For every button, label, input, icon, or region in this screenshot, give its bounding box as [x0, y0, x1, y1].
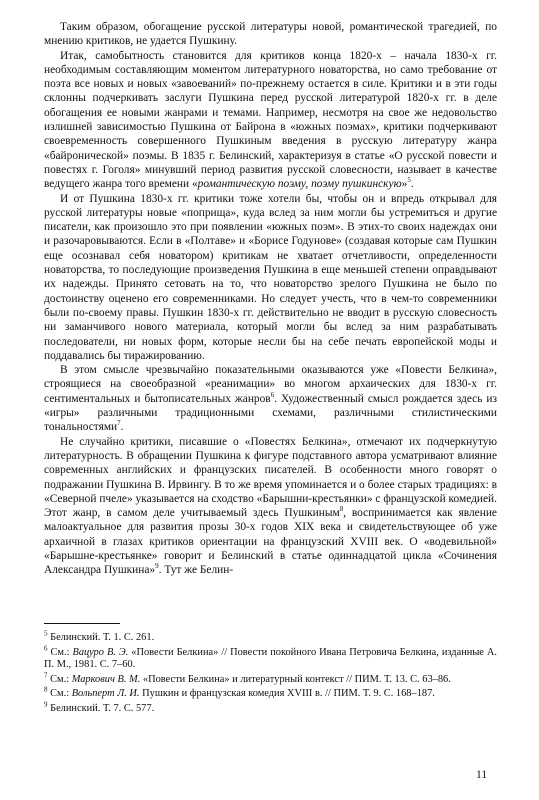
italic-quote: романтическую поэму, поэму пушкинскую	[197, 178, 402, 191]
footnote-8: $^8$ См.: Вольперт Л. И. Пушкин и французская комедия XVIII в. // ПИМ. Т. 9. С. 168–187.	[44, 685, 435, 700]
footnote-separator	[44, 623, 120, 624]
paragraph-2: Итак, самобытность становится для критиков конца 1820-х – начала 1830-х гг. необходимым составляющим моментом литературного новаторства, но само требование от поэта все новых и новых «завоеваний» по-прежнему остается в силе. Критики и в эти годы склонны подчеркивать заслуги Пушкина перед русской литературой 1820-х гг. в деле обогащения ее новыми жанрами и темами. Например, несмотря на свое же недовольство излишней зависимостью Пушкина от Байрона в «южных поэмах», критики подчеркивают своевременность совершенного Пушкиным введения в русскую литературу жанра «байронической» поэмы. В 1835 г. Белинский, характеризуя в статье «О русской повести и повестях г. Гоголя» минувший период развития русской словесности, называет в качестве ведущего жанра того времени «романтическую поэму, поэму пушкинскую»$^5$.	[44, 49, 497, 191]
footnote-ref-6: 6	[270, 390, 275, 399]
footnote-author: Вацуро В. Э.	[72, 646, 129, 658]
paragraph-4: В этом смысле чрезвычайно показательными оказываются уже «Повести Белкина», строящиеся на своеобразной «реанимации» во многом архаических для 1830-х гг. сентиментальных и бытописательных жанров$^6$. Художественный смысл рождается здесь из «игры» различными традиционными схемами, различными стилистическими тональностями$^7$.	[44, 364, 498, 434]
footnote-9: $^9$ Белинский. Т. 7. С. 577.	[44, 700, 155, 714]
footnote-author: Вольперт Л. И.	[71, 688, 140, 700]
footnote-ref-5: 5	[407, 176, 411, 185]
paragraph-3: И от Пушкина 1830-х гг. критики тоже хотели бы, чтобы он и впредь открывал для русской литературы новые «поприща», куда вслед за ним могли бы устремиться и другие писатели, как произошло это при появлении «южных поэм». В этих-то своих надеждах они и разочаровываются. Если в «Полтаве» и «Борисе Годунове» (создавая которые сам Пушкин еще осознавал себя новатором) критикам не хватает отчетливости, определенности новаторства, то последующие произведения Пушкина в еще меньшей степени оправдывают их надежды. Принято сетовать на то, что новаторство зрелого Пушкина не было по достоинству оценено его современниками. Но следует учесть, что в чем-то современники были по-своему правы. Пушкин 1830-х гг. действительно не вводит в русскую словесность ни заманчивого нового материала, который могли бы вслед за ним разрабатывать последователи, ни новых форм, которые несли бы на себе печать европейской моды и поддавались бы тиражированию.	[44, 192, 497, 362]
paragraph-1: Таким образом, обогащение русской литературы новой, романтической трагедией, по мнению критиков, не удается Пушкину.	[44, 21, 497, 48]
footnote-ref-7: 7	[117, 419, 121, 428]
footnote-5: $^5$ Белинский. Т. 1. С. 261.	[44, 629, 155, 643]
page-number: 11	[476, 769, 488, 781]
footnote-6: $^6$ См.: Вацуро В. Э. «Повести Белкина» // Повести покойного Ивана Петровича Белкина, изданные А. П. М., 1981. С. 7–60.	[44, 644, 497, 671]
footnote-ref-9: 9	[155, 562, 159, 571]
main-text	[44, 20, 497, 578]
footnote-author: Маркович В. М.	[71, 673, 141, 685]
paragraph-5: Не случайно критики, писавшие о «Повестях Белкина», отмечают их подчеркнутую литературность. В обращении Пушкина к фигуре подставного автора усматривают влияние современных английских и французских писателей. В особенности много говорят о подражании Пушкина В. Ирвингу. В то же время упоминается и о более старых традициях: в «Северной пчеле» указывается на сходство «Барышни-крестьянки» с французской комедией. Этот жанр, в самом деле учитываемый здесь Пушкиным$^8$, воспринимается как явление малоактуальное для развития прозы 30-х годов XIX века и свидетельствующее об уже архаичной в глазах критиков ориентации на французский XVIII век. О «водевильной» «Барышне-крестьянке» говорит и Белинский в статье одиннадцатой цикла «Сочинения Александра Пушкина»$^9$. Тут же Белин-	[44, 435, 497, 577]
footnote-ref-8: 8	[339, 505, 344, 514]
footnotes	[44, 629, 497, 718]
footnote-7: $^7$ См.: Маркович В. М. «Повести Белкина» и литературный контекст // ПИМ. Т. 13. С. 63–86.	[44, 671, 451, 685]
